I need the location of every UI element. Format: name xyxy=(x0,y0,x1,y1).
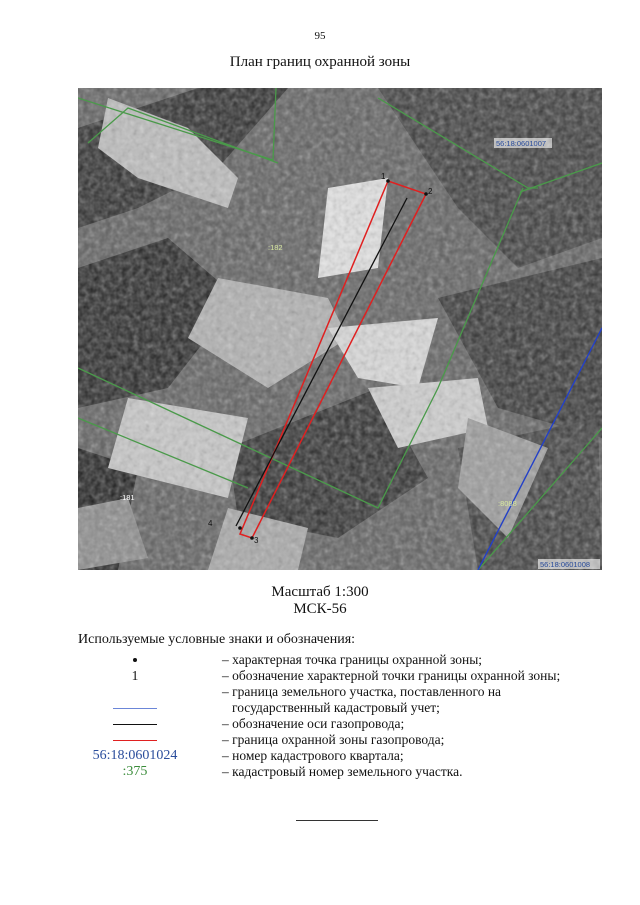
quarter-label-bottom: 56:18:0601008 xyxy=(540,560,591,569)
gas-axis-line-icon xyxy=(113,724,157,725)
quarter-label-top: 56:18:0601007 xyxy=(496,139,547,148)
legend-row xyxy=(78,652,618,668)
map-canvas xyxy=(78,88,602,570)
legend-desc: – кадастровый номер земельного участка. xyxy=(222,764,463,779)
legend-desc: – номер кадастрового квартала; xyxy=(222,748,404,763)
legend-row xyxy=(78,732,618,748)
legend-row xyxy=(78,748,618,764)
legend-row xyxy=(78,700,618,716)
parcel-label-181: :181 xyxy=(120,493,135,502)
legend-title: Используемые условные знаки и обозначения: xyxy=(78,632,356,647)
parcel-number-symbol: :375 xyxy=(122,764,148,779)
legend-desc: – характерная точка границы охранной зоны; xyxy=(222,652,483,667)
legend-desc: государственный кадастровый учет; xyxy=(232,700,440,715)
legend-row xyxy=(78,684,618,700)
quarter-number-symbol: 56:18:0601024 xyxy=(92,748,178,763)
legend-row xyxy=(78,764,618,780)
point-label-4: 4 xyxy=(208,519,213,528)
point-marker-4 xyxy=(238,526,242,530)
legend-row xyxy=(78,716,618,732)
point-label-1: 1 xyxy=(381,172,386,181)
legend xyxy=(78,652,618,780)
page-number: 95 xyxy=(314,30,326,42)
scale-block xyxy=(0,584,640,618)
legend-desc: – граница охранной зоны газопровода; xyxy=(222,732,445,747)
parcel-boundary-line-icon xyxy=(113,708,157,709)
legend-row xyxy=(78,668,618,684)
zone-boundary-line-icon xyxy=(113,740,157,741)
legend-desc: – обозначение оси газопровода; xyxy=(222,716,405,731)
point-label-3: 3 xyxy=(254,536,259,545)
point-label-2: 2 xyxy=(428,187,433,196)
point-number-symbol: 1 xyxy=(131,668,139,683)
scale-text: Масштаб 1:300 xyxy=(271,584,369,600)
parcel-label-8088: :8088 xyxy=(498,499,517,508)
coordinate-system: МСК-56 xyxy=(293,601,347,617)
legend-desc: – граница земельного участка, поставленного на xyxy=(222,684,502,699)
page-title: План границ охранной зоны xyxy=(229,54,411,70)
boundary-point-icon xyxy=(133,658,137,662)
parcel-label-182: :182 xyxy=(268,243,283,252)
aerial-map xyxy=(78,88,602,570)
point-marker-1 xyxy=(386,179,390,183)
footer-divider xyxy=(296,820,378,821)
legend-desc: – обозначение характерной точки границы охранной зоны; xyxy=(222,668,561,683)
